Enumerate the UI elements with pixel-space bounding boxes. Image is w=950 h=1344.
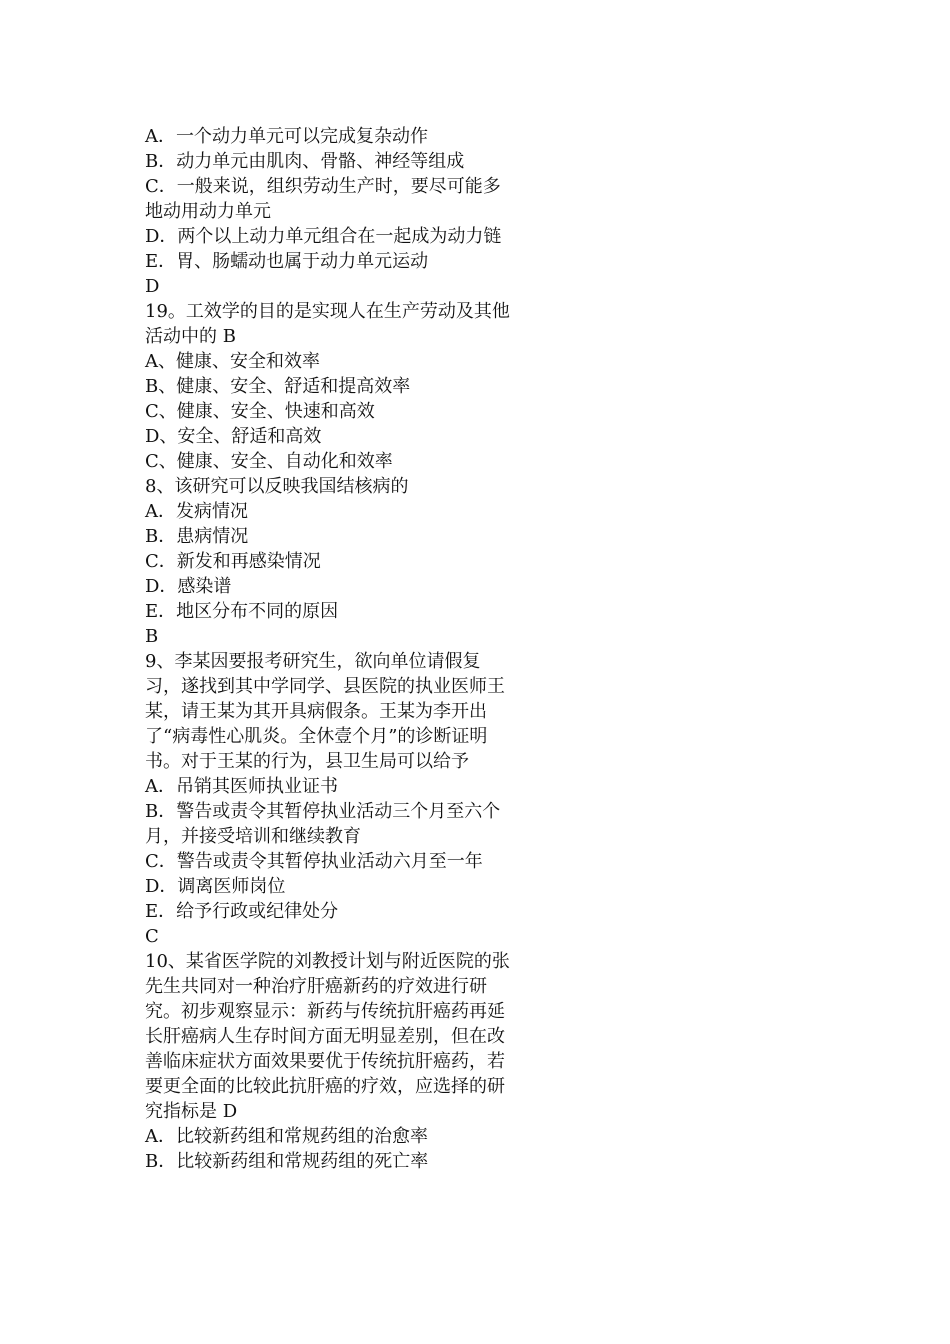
q19-option-c: C、健康、安全、快速和高效 (145, 401, 375, 422)
q8-answer: B (145, 626, 159, 647)
q19-option-b: B、健康、安全、舒适和提高效率 (145, 376, 411, 397)
q19-option-d: D、安全、舒适和高效 (145, 426, 322, 447)
q9-answer: C (145, 926, 159, 947)
q10-option-a: A．比较新药组和常规药组的治愈率 (145, 1126, 428, 1147)
option-d-line: D．两个以上动力单元组合在一起成为动力链 (145, 226, 502, 247)
q19-option-a: A、健康、安全和效率 (145, 351, 320, 372)
option-c-line: C．一般来说，组织劳动生产时，要尽可能多地动用动力单元 (145, 176, 501, 222)
question-19: 19。工效学的目的是实现人在生产劳动及其他活动中的 B (145, 301, 510, 347)
q9-option-e: E．给予行政或纪律处分 (145, 901, 339, 922)
document-body (145, 124, 511, 1174)
question-10: 10、某省医学院的刘教授计划与附近医院的张先生共同对一种治疗肝癌新药的疗效进行研究。初步观察显示：新药与传统抗肝癌药再延长肝癌病人生存时间方面无明显差别，但在改善临床症状方面效果要优于传统抗肝癌药，若要更全面的比较此抗肝癌的疗效，应选择的研究指标是 D (145, 951, 510, 1122)
q9-option-a: A．吊销其医师执业证书 (145, 776, 338, 797)
option-e-line: E．胃、肠蠕动也属于动力单元运动 (145, 251, 429, 272)
q9-option-b: B．警告或责令其暂停执业活动三个月至六个月，并接受培训和继续教育 (145, 801, 501, 847)
option-a-line: A．一个动力单元可以完成复杂动作 (145, 126, 428, 147)
q8-option-b: B．患病情况 (145, 526, 249, 547)
q8-option-c: C．新发和再感染情况 (145, 551, 321, 572)
q9-option-c: C．警告或责令其暂停执业活动六月至一年 (145, 851, 483, 872)
answer-line: D (145, 276, 160, 297)
question-9: 9、李某因要报考研究生，欲向单位请假复习，遂找到其中学同学、县医院的执业医师王某，请王某为其开具病假条。王某为李开出了“病毒性心肌炎。全休壹个月”的诊断证明书。对于王某的行为，县卫生局可以给予 (145, 651, 505, 772)
q8-option-d: D．感染谱 (145, 576, 232, 597)
q8-option-e: E．地区分布不同的原因 (145, 601, 339, 622)
q19-option-c2: C、健康、安全、自动化和效率 (145, 451, 393, 472)
q10-option-b: B．比较新药组和常规药组的死亡率 (145, 1151, 429, 1172)
q8-option-a: A．发病情况 (145, 501, 248, 522)
q9-option-d: D．调离医师岗位 (145, 876, 286, 897)
question-8: 8、该研究可以反映我国结核病的 (145, 476, 409, 497)
option-b-line: B．动力单元由肌肉、骨骼、神经等组成 (145, 151, 465, 172)
